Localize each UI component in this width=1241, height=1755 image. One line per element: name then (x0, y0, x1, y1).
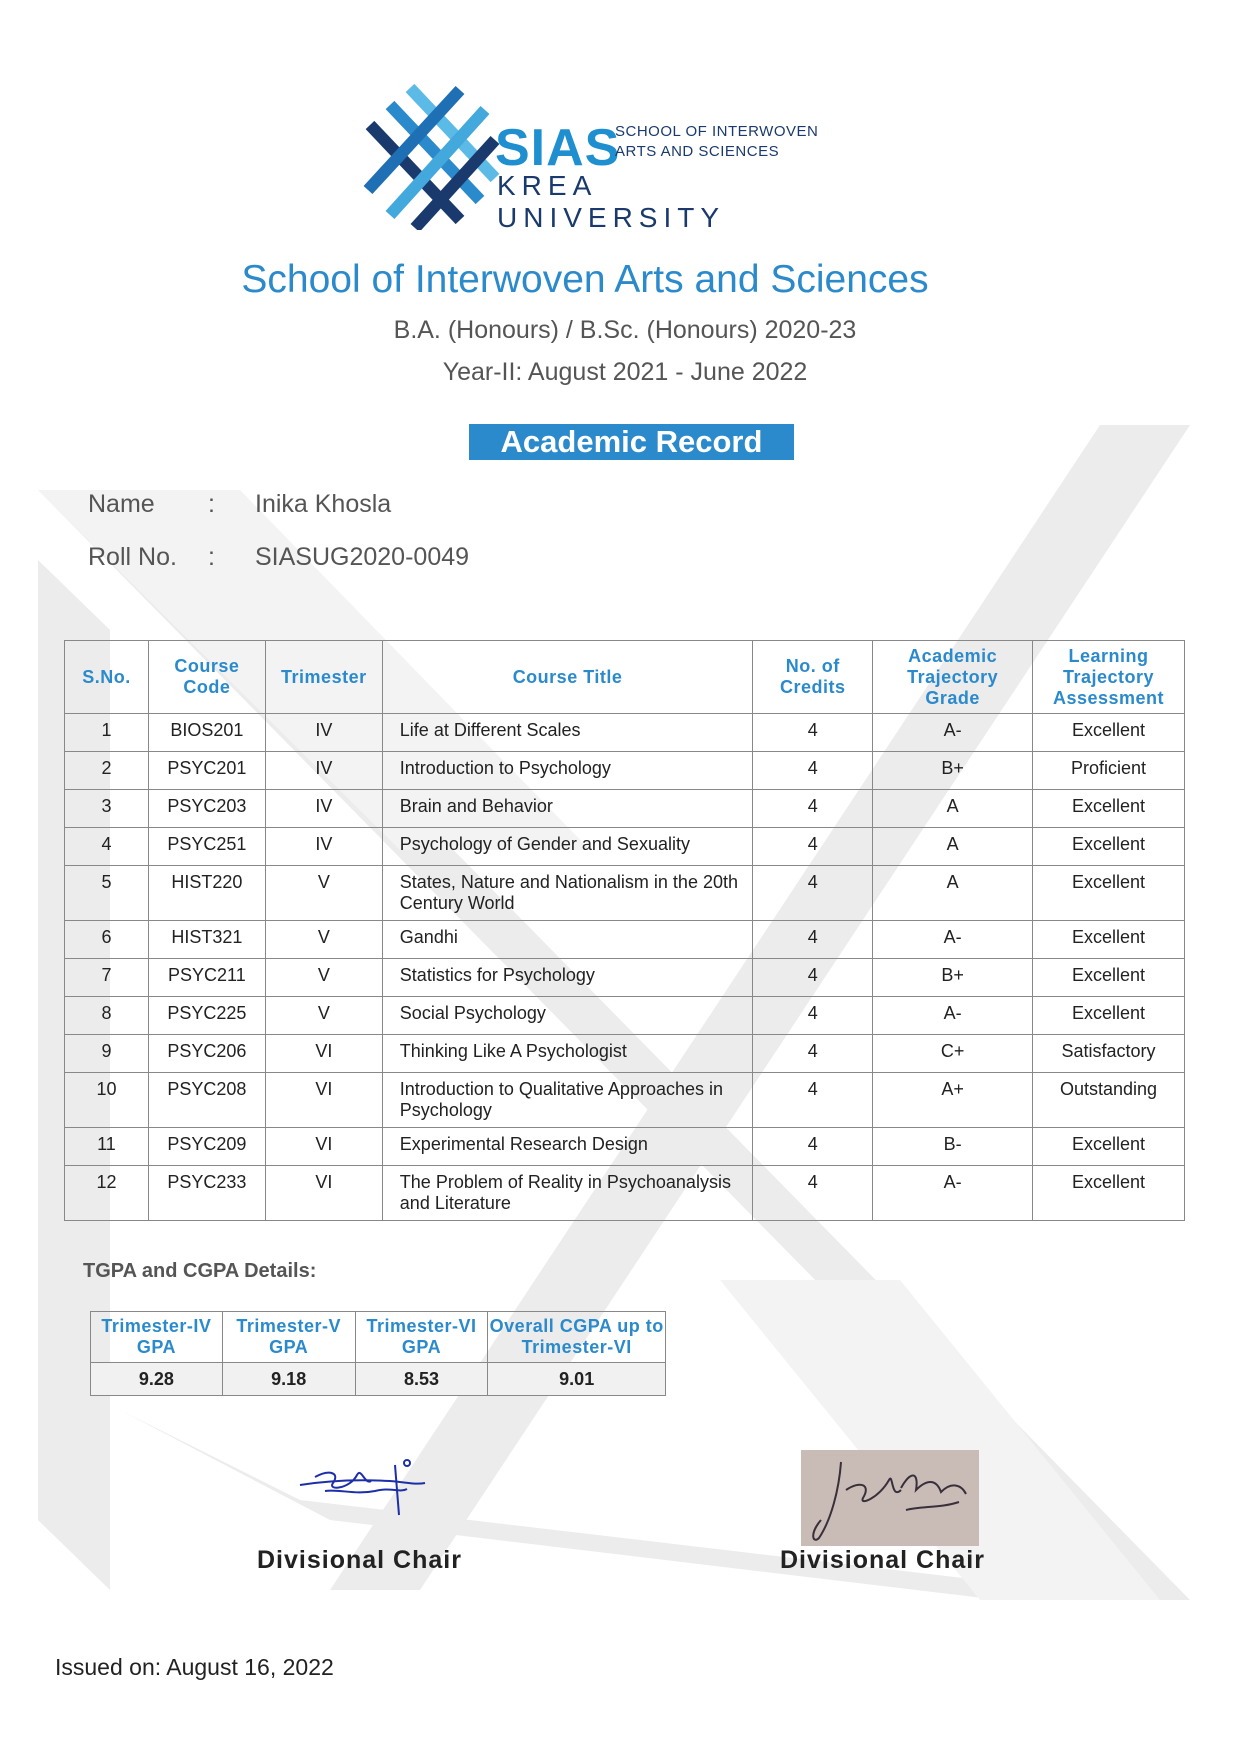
cell-course-title: The Problem of Reality in Psychoanalysis and Literature (382, 1166, 752, 1221)
cell-assessment: Excellent (1033, 959, 1185, 997)
cell-grade: A- (873, 714, 1033, 752)
cell-credits: 4 (753, 790, 873, 828)
woven-logo-icon (360, 80, 500, 230)
cell-course-code: PSYC211 (148, 959, 265, 997)
header-course-title: Course Title (382, 641, 752, 714)
cell-trimester: V (265, 959, 382, 997)
cell-credits: 4 (753, 921, 873, 959)
cell-trimester: V (265, 921, 382, 959)
cell-assessment: Outstanding (1033, 1073, 1185, 1128)
cell-course-title: Thinking Like A Psychologist (382, 1035, 752, 1073)
table-row (65, 1128, 1185, 1166)
gpa-trimester-vi: 8.53 (355, 1363, 488, 1396)
cell-credits: 4 (753, 1128, 873, 1166)
course-grades-table (64, 640, 1185, 1221)
cell-course-title: Introduction to Psychology (382, 752, 752, 790)
table-row (65, 828, 1185, 866)
table-row (65, 1073, 1185, 1128)
gpa-heading: TGPA and CGPA Details: (83, 1260, 317, 1282)
roll-colon: : (208, 543, 215, 571)
cell-course-title: Statistics for Psychology (382, 959, 752, 997)
table-row (65, 1035, 1185, 1073)
overall-cgpa: 9.01 (488, 1363, 666, 1396)
table-row (65, 959, 1185, 997)
cell-course-code: PSYC225 (148, 997, 265, 1035)
table-row (65, 714, 1185, 752)
logo-brand: SIAS (495, 119, 621, 177)
cell-course-title: Gandhi (382, 921, 752, 959)
gpa-header-trimester-v: Trimester-V GPA (222, 1312, 355, 1363)
gpa-header-cgpa: Overall CGPA up to Trimester-VI (488, 1312, 666, 1363)
cell-course-code: PSYC203 (148, 790, 265, 828)
cell-grade: A- (873, 921, 1033, 959)
cell-credits: 4 (753, 866, 873, 921)
cell-course-code: PSYC233 (148, 1166, 265, 1221)
cell-grade: A (873, 790, 1033, 828)
table-row (65, 997, 1185, 1035)
gpa-trimester-iv: 9.28 (91, 1363, 223, 1396)
name-label: Name (88, 490, 155, 518)
cell-assessment: Satisfactory (1033, 1035, 1185, 1073)
table-row (65, 752, 1185, 790)
cell-course-code: PSYC201 (148, 752, 265, 790)
header-course-code: Course Code (148, 641, 265, 714)
cell-course-title: Experimental Research Design (382, 1128, 752, 1166)
cell-sno: 9 (65, 1035, 149, 1073)
cell-assessment: Proficient (1033, 752, 1185, 790)
cell-course-code: PSYC206 (148, 1035, 265, 1073)
cell-grade: A+ (873, 1073, 1033, 1128)
gpa-value-row (91, 1363, 666, 1396)
cell-sno: 4 (65, 828, 149, 866)
header-assessment: Learning Trajectory Assessment (1033, 641, 1185, 714)
gpa-trimester-v: 9.18 (222, 1363, 355, 1396)
cell-grade: B+ (873, 752, 1033, 790)
cell-trimester: VI (265, 1035, 382, 1073)
cell-sno: 7 (65, 959, 149, 997)
cell-sno: 10 (65, 1073, 149, 1128)
cell-sno: 5 (65, 866, 149, 921)
cell-grade: B- (873, 1128, 1033, 1166)
cell-credits: 4 (753, 752, 873, 790)
logo-subtitle-line1: SCHOOL OF INTERWOVEN (615, 123, 819, 140)
name-colon: : (208, 490, 215, 518)
cell-assessment: Excellent (1033, 866, 1185, 921)
gpa-header-trimester-iv: Trimester-IV GPA (91, 1312, 223, 1363)
cell-trimester: IV (265, 828, 382, 866)
header-credits: No. of Credits (753, 641, 873, 714)
cell-assessment: Excellent (1033, 997, 1185, 1035)
cell-course-title: States, Nature and Nationalism in the 20th Century World (382, 866, 752, 921)
right-signatory-title: Divisional Chair (780, 1546, 985, 1574)
logo-university: KREA UNIVERSITY (497, 170, 726, 233)
table-header-row (65, 641, 1185, 714)
cell-trimester: IV (265, 790, 382, 828)
cell-sno: 12 (65, 1166, 149, 1221)
cell-course-code: HIST220 (148, 866, 265, 921)
cell-grade: A- (873, 1166, 1033, 1221)
cell-grade: C+ (873, 1035, 1033, 1073)
header-grade: Academic Trajectory Grade (873, 641, 1033, 714)
roll-label: Roll No. (88, 543, 177, 571)
cell-assessment: Excellent (1033, 828, 1185, 866)
table-row (65, 866, 1185, 921)
cell-sno: 6 (65, 921, 149, 959)
cell-course-title: Brain and Behavior (382, 790, 752, 828)
cell-assessment: Excellent (1033, 714, 1185, 752)
cell-assessment: Excellent (1033, 921, 1185, 959)
cell-assessment: Excellent (1033, 1166, 1185, 1221)
header-sno: S.No. (65, 641, 149, 714)
cell-credits: 4 (753, 959, 873, 997)
right-signature-image (801, 1450, 979, 1546)
cell-trimester: VI (265, 1073, 382, 1128)
cell-sno: 3 (65, 790, 149, 828)
cell-credits: 4 (753, 714, 873, 752)
cell-credits: 4 (753, 1073, 873, 1128)
cell-credits: 4 (753, 1166, 873, 1221)
table-row (65, 790, 1185, 828)
gpa-header-trimester-vi: Trimester-VI GPA (355, 1312, 488, 1363)
cell-course-title: Psychology of Gender and Sexuality (382, 828, 752, 866)
cell-trimester: V (265, 866, 382, 921)
cell-assessment: Excellent (1033, 790, 1185, 828)
table-row (65, 1166, 1185, 1221)
krea-sias-logo (360, 80, 820, 233)
cell-sno: 2 (65, 752, 149, 790)
program-line: B.A. (Honours) / B.Sc. (Honours) 2020-23 (393, 316, 857, 344)
cell-grade: A- (873, 997, 1033, 1035)
cell-course-code: PSYC209 (148, 1128, 265, 1166)
cell-course-title: Introduction to Qualitative Approaches in Psychology (382, 1073, 752, 1128)
cell-credits: 4 (753, 828, 873, 866)
roll-number: SIASUG2020-0049 (255, 543, 470, 571)
cell-credits: 4 (753, 1035, 873, 1073)
cell-course-code: BIOS201 (148, 714, 265, 752)
issued-date: Issued on: August 16, 2022 (55, 1654, 334, 1680)
cell-course-code: PSYC208 (148, 1073, 265, 1128)
cell-assessment: Excellent (1033, 1128, 1185, 1166)
school-title: School of Interwoven Arts and Sciences (241, 258, 929, 301)
cell-grade: B+ (873, 959, 1033, 997)
cell-course-code: PSYC251 (148, 828, 265, 866)
academic-year: Year-II: August 2021 - June 2022 (442, 358, 808, 386)
right-signature-icon (801, 1450, 979, 1546)
cell-course-title: Social Psychology (382, 997, 752, 1035)
cell-grade: A (873, 828, 1033, 866)
table-row (65, 921, 1185, 959)
logo-subtitle-line2: ARTS AND SCIENCES (615, 143, 780, 160)
gpa-header-row (91, 1312, 666, 1363)
cell-trimester: VI (265, 1128, 382, 1166)
cell-trimester: IV (265, 714, 382, 752)
cell-credits: 4 (753, 997, 873, 1035)
student-name: Inika Khosla (255, 490, 392, 518)
gpa-table (90, 1311, 666, 1396)
header-trimester: Trimester (265, 641, 382, 714)
cell-trimester: V (265, 997, 382, 1035)
cell-course-code: HIST321 (148, 921, 265, 959)
academic-record-badge: Academic Record (469, 424, 794, 460)
cell-sno: 1 (65, 714, 149, 752)
left-signature-icon (295, 1455, 435, 1525)
cell-sno: 11 (65, 1128, 149, 1166)
cell-sno: 8 (65, 997, 149, 1035)
left-signatory-title: Divisional Chair (257, 1546, 462, 1574)
cell-grade: A (873, 866, 1033, 921)
cell-course-title: Life at Different Scales (382, 714, 752, 752)
cell-trimester: IV (265, 752, 382, 790)
cell-trimester: VI (265, 1166, 382, 1221)
